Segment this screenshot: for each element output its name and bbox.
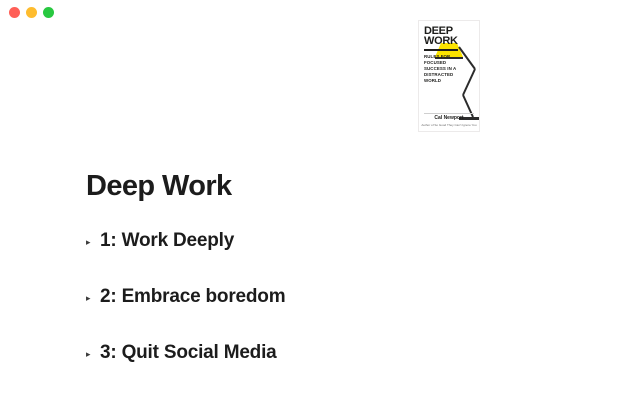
- cover-title-line2: WORK: [424, 35, 458, 47]
- cover-bottom-divider: [424, 113, 474, 114]
- toggle-list: [86, 230, 566, 398]
- chevron-right-icon[interactable]: ▸: [86, 237, 91, 247]
- chevron-right-icon[interactable]: ▸: [86, 293, 91, 303]
- cover-author: Cal Newport: [434, 115, 464, 121]
- minimize-button[interactable]: [26, 7, 37, 18]
- cover-subtitle: RULES FOR FOCUSED SUCCESS IN A DISTRACTED WORLD: [424, 54, 457, 83]
- page-title: Deep Work: [86, 170, 232, 202]
- book-cover-image[interactable]: [418, 20, 480, 132]
- toggle-label: 1: Work Deeply: [100, 230, 235, 251]
- title-bar: [0, 0, 640, 24]
- toggle-label: 2: Embrace boredom: [100, 286, 286, 307]
- toggle-item-2[interactable]: [86, 286, 566, 309]
- cover-title-line1: DEEP: [424, 25, 453, 37]
- toggle-item-1[interactable]: [86, 230, 566, 253]
- window-controls: [9, 7, 54, 18]
- close-button[interactable]: [9, 7, 20, 18]
- cover-author-subtitle: Author of So Good They Can't Ignore You: [421, 123, 477, 127]
- cover-divider: [424, 49, 458, 51]
- chevron-right-icon[interactable]: ▸: [86, 349, 91, 359]
- document-content: [0, 24, 640, 400]
- cover-title: [424, 26, 458, 46]
- toggle-label: 3: Quit Social Media: [100, 342, 277, 363]
- maximize-button[interactable]: [43, 7, 54, 18]
- toggle-item-3[interactable]: [86, 342, 566, 365]
